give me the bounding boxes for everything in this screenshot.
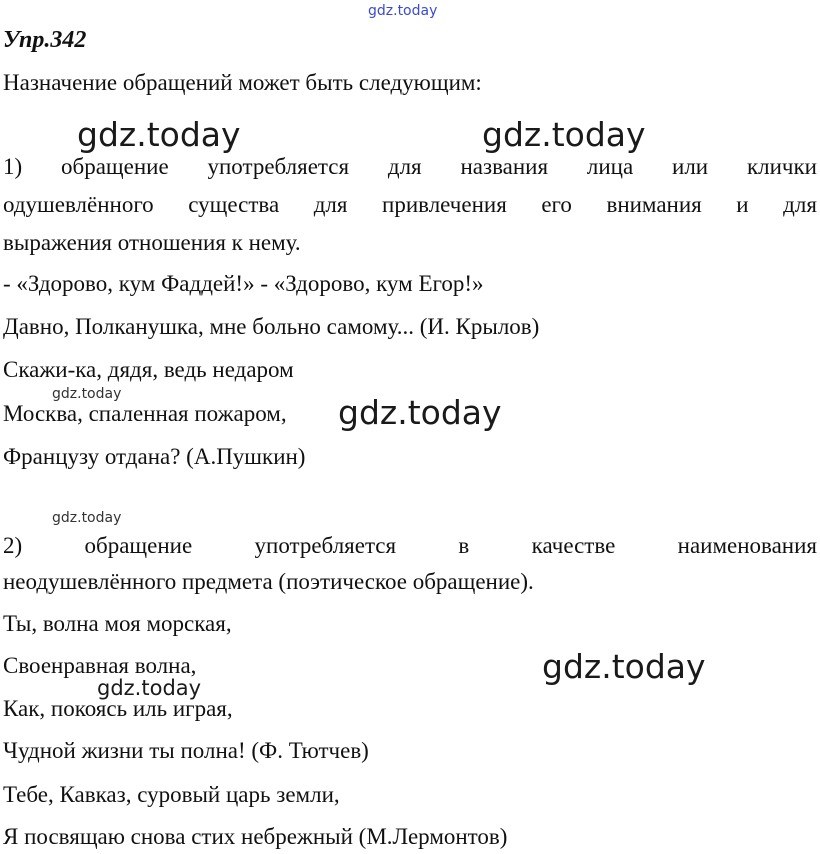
point2-line2: неодушевлённого предмета (поэтическое обращение). xyxy=(3,569,534,594)
poem-line: Я посвящаю снова стих небрежный (М.Лермонтов) xyxy=(3,824,508,849)
poem-line: Своенравная волна, xyxy=(3,653,197,678)
word: внимания xyxy=(606,192,702,217)
word: для xyxy=(313,192,348,217)
word: качестве xyxy=(531,533,616,558)
poem-line: Чудной жизни ты полна! (Ф. Тютчев) xyxy=(3,738,369,763)
word: обращение xyxy=(84,533,193,558)
watermark-top: gdz.today xyxy=(368,3,438,19)
point1-line3: выражения отношения к нему. xyxy=(3,230,301,255)
word: или xyxy=(672,154,709,179)
word: лица xyxy=(586,154,634,179)
poem-line: Тебе, Кавказ, суровый царь земли, xyxy=(3,782,340,807)
poem-line: Как, покоясь иль играя, xyxy=(3,696,233,721)
word: его xyxy=(541,192,572,217)
poem-line: Скажи-ка, дядя, ведь недаром xyxy=(3,357,294,382)
word: привлечения xyxy=(382,192,507,217)
word: и xyxy=(736,192,749,217)
word: названия xyxy=(460,154,549,179)
word: наименования xyxy=(677,533,817,558)
word: существа xyxy=(188,192,280,217)
point1-line2 xyxy=(3,193,817,216)
word: 2) xyxy=(3,533,23,558)
word: для xyxy=(783,192,817,217)
word: клички xyxy=(746,154,817,179)
poem-line: Французу отдана? (А.Пушкин) xyxy=(3,444,306,469)
word: употребляется xyxy=(254,533,397,558)
watermark: gdz.today xyxy=(542,647,706,686)
watermark: gdz.today xyxy=(97,676,202,700)
watermark: gdz.today xyxy=(482,115,646,154)
word: обращение xyxy=(61,154,169,179)
example-krylov: Давно, Полканушка, мне больно самому... (И. Крылов) xyxy=(3,314,540,339)
word: одушевлённого xyxy=(3,192,154,217)
example-dialogue: - «Здорово, кум Фаддей!» - «Здорово, кум Егор!» xyxy=(3,271,484,296)
point2-line1 xyxy=(3,534,817,557)
exercise-title: Упр.342 xyxy=(3,27,87,53)
poem-line: Ты, волна моя морская, xyxy=(3,611,232,636)
word: для xyxy=(387,154,422,179)
word: употребляется xyxy=(207,154,350,179)
word: 1) xyxy=(3,154,23,179)
watermark: gdz.today xyxy=(77,115,241,154)
word: в xyxy=(458,533,470,558)
watermark: gdz.today xyxy=(52,510,122,526)
watermark: gdz.today xyxy=(52,386,122,402)
intro-text: Назначение обращений может быть следующим: xyxy=(3,70,482,95)
watermark: gdz.today xyxy=(338,393,502,432)
point1-line1 xyxy=(3,155,817,178)
poem-line: Москва, спаленная пожаром, xyxy=(3,401,287,426)
